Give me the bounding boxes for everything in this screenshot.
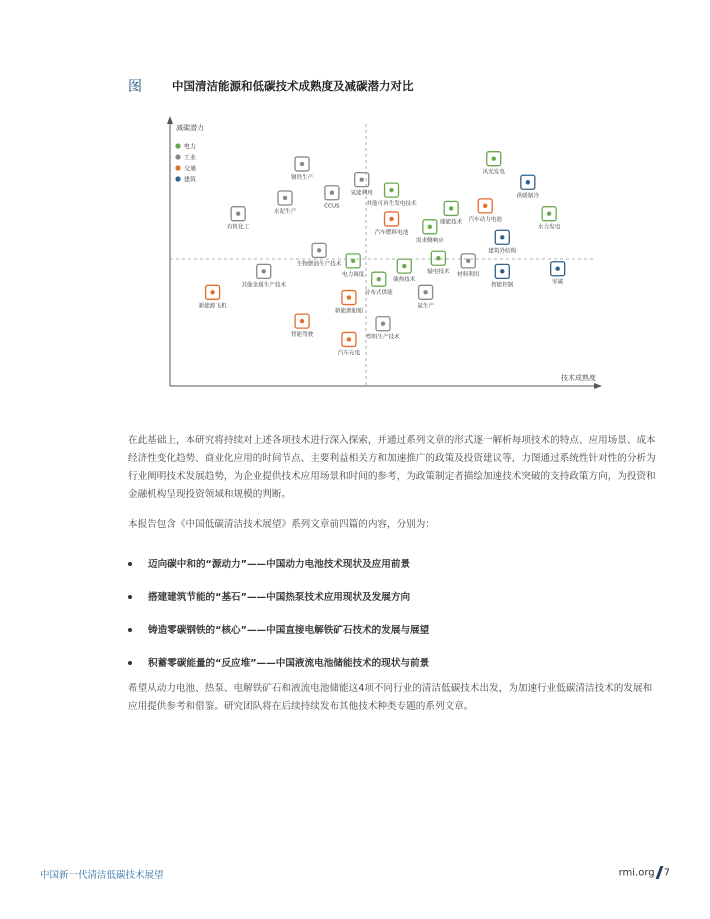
tech-icon-dot bbox=[402, 264, 406, 268]
tech-label: 汽车动力电池 bbox=[468, 216, 503, 223]
tech-icon-dot bbox=[423, 290, 427, 294]
tech-icon-dot bbox=[428, 225, 432, 229]
tech-icon-dot bbox=[381, 322, 385, 326]
tech-point bbox=[393, 259, 416, 283]
tech-icon-dot bbox=[347, 295, 351, 299]
tech-icon-dot bbox=[210, 290, 214, 294]
tech-label: 输电技术 bbox=[427, 269, 450, 276]
tech-icon-dot bbox=[483, 204, 487, 208]
tech-icon-dot bbox=[347, 337, 351, 341]
legend-label: 电力 bbox=[184, 143, 197, 151]
bullet-text: 铸造零碳钢铁的“核心”——中国直接电解铁矿石技术的发展与展望 bbox=[148, 625, 430, 636]
tech-icon-dot bbox=[492, 156, 496, 160]
tech-icon-dot bbox=[351, 259, 355, 263]
tech-point bbox=[491, 264, 514, 288]
chart-legend bbox=[175, 143, 196, 184]
tech-point bbox=[488, 230, 516, 254]
series-intro-paragraph: 本报告包含《中国低碳清洁技术展望》系列文章前四篇的内容，分别为： bbox=[128, 519, 435, 530]
tech-label: 供暖制冷 bbox=[516, 193, 540, 200]
tech-icon-dot bbox=[330, 191, 334, 195]
tech-label: 材料利用 bbox=[457, 271, 480, 278]
page-number: 7 bbox=[663, 867, 670, 879]
legend-label: 建筑 bbox=[184, 176, 197, 184]
tech-label: 智能控制 bbox=[491, 282, 514, 289]
tech-point bbox=[338, 332, 361, 356]
tech-icon-dot bbox=[500, 235, 504, 239]
tech-label: 其他可再生发电技术 bbox=[366, 201, 417, 208]
tech-label: 新能源船舶 bbox=[334, 308, 363, 315]
tech-label: 钢铁生产 bbox=[290, 174, 314, 181]
tech-icon-dot bbox=[555, 267, 559, 271]
tech-icon-dot bbox=[300, 162, 304, 166]
tech-icon-dot bbox=[547, 212, 551, 216]
tech-label: 储热技术 bbox=[393, 277, 416, 284]
tech-point bbox=[457, 254, 480, 278]
bullet-dot bbox=[128, 595, 132, 599]
tech-icon-dot bbox=[466, 259, 470, 263]
tech-icon-dot bbox=[436, 256, 440, 260]
figure-title: 中国清洁能源和低碳技术成熟度及减碳潜力对比 bbox=[172, 79, 414, 93]
tech-point bbox=[297, 243, 342, 267]
tech-point bbox=[291, 157, 314, 181]
legend-marker bbox=[175, 176, 180, 181]
legend-marker bbox=[175, 154, 180, 159]
tech-icon-dot bbox=[262, 269, 266, 273]
tech-icon-dot bbox=[500, 269, 504, 273]
tech-point bbox=[375, 212, 409, 236]
tech-point bbox=[517, 175, 540, 199]
bullet-text: 积蓄零碳能量的“反应堆”——中国液流电池储能技术的现状与前景 bbox=[148, 658, 430, 669]
footer-page-info bbox=[619, 866, 670, 879]
tech-label: 储能技术 bbox=[439, 219, 463, 226]
legend-label: 交通 bbox=[184, 165, 197, 173]
x-axis-label: 技术成熟度 bbox=[561, 374, 596, 382]
tech-point bbox=[365, 272, 393, 296]
tech-label: 新能源飞机 bbox=[198, 303, 227, 310]
tech-label: 建筑外结构 bbox=[488, 248, 517, 255]
legend-label: 工业 bbox=[184, 154, 197, 162]
bullet-dot bbox=[128, 661, 132, 665]
bullet-text: 搭建建筑节能的“基石”——中国热泵技术应用现状及发展方向 bbox=[148, 592, 411, 603]
tech-icon-dot bbox=[389, 217, 393, 221]
tech-label: 零碳 bbox=[552, 279, 564, 286]
tech-label: 智能驾驶 bbox=[290, 332, 314, 339]
tech-point bbox=[366, 183, 417, 207]
legend-marker bbox=[175, 165, 180, 170]
tech-point bbox=[417, 285, 434, 309]
maturity-potential-chart bbox=[150, 112, 610, 404]
tech-point bbox=[468, 199, 502, 223]
chart-points bbox=[199, 152, 565, 357]
tech-label: 其他金属生产技术 bbox=[241, 282, 287, 289]
tech-label: 分布式供能 bbox=[364, 290, 393, 297]
tech-icon-dot bbox=[236, 212, 240, 216]
closing-paragraph: 希望从动力电池、热泵、电解铁矿石和液流电池储能这4项不同行业的清洁低碳技术出发，为加速行业低碳清洁技术的发展和应用提供参考和借鉴。研究团队将在后续持续发布其他技术种类专题的系列文章。 bbox=[128, 683, 653, 712]
tech-point bbox=[199, 285, 227, 309]
tech-point bbox=[335, 291, 363, 315]
tech-label: CCUS bbox=[324, 203, 340, 210]
tech-point bbox=[551, 262, 565, 286]
tech-label: 电力调度 bbox=[341, 271, 365, 278]
bullet-dot bbox=[128, 562, 132, 566]
footer-site-link[interactable]: rmi.org bbox=[618, 867, 655, 879]
tech-label: 水力发电 bbox=[537, 224, 561, 231]
tech-label: 塑料生产技术 bbox=[366, 334, 400, 341]
legend-marker bbox=[175, 143, 180, 148]
tech-label: 有机化工 bbox=[226, 224, 250, 231]
tech-point bbox=[342, 254, 365, 278]
tech-point bbox=[241, 264, 286, 288]
x-axis-arrow bbox=[594, 383, 602, 389]
tech-icon-dot bbox=[389, 188, 393, 192]
y-axis-label: 减碳潜力 bbox=[176, 124, 204, 132]
tech-point bbox=[227, 207, 250, 231]
tech-label: 风光发电 bbox=[482, 169, 505, 176]
tech-icon-dot bbox=[449, 206, 453, 210]
intro-paragraph: 在此基础上，本研究将持续对上述各项技术进行深入探索，并通过系列文章的形式逐一解析每项技术的特点、应用场景、成本经济性变化趋势、商业化应用的时间节点、主要利益相关方和加速推广的政策及投资建议等，力图通过系统性针对性的分析为行业阐明技术发展趋势，为企业提供技术应用场景和时间的参考，为政策制定者描绘加速技术突破的支持政策方向，为投资和金融机构呈现投资领域和规模的判断。 bbox=[128, 435, 656, 500]
tech-label: 氨生产 bbox=[417, 303, 434, 310]
tech-label: 氢能利用 bbox=[350, 190, 373, 197]
tech-label: 水泥生产 bbox=[273, 208, 297, 215]
tech-point bbox=[483, 152, 506, 176]
tech-label: 需求侧响应 bbox=[415, 237, 444, 244]
tech-label: 汽车充电 bbox=[337, 350, 361, 357]
bullet-text: 迈向碳中和的“源动力”——中国动力电池技术现状及应用前景 bbox=[148, 559, 411, 570]
tech-point bbox=[291, 314, 314, 338]
tech-point bbox=[351, 173, 374, 197]
tech-point bbox=[427, 251, 450, 275]
y-axis-arrow bbox=[167, 116, 173, 124]
footer-report-title: 中国新一代清洁低碳技术展望 bbox=[40, 870, 164, 881]
tech-point bbox=[274, 191, 297, 215]
tech-icon-dot bbox=[526, 180, 530, 184]
tech-label: 汽车燃料电池 bbox=[374, 229, 409, 236]
tech-point bbox=[324, 186, 340, 210]
bullet-dot bbox=[128, 628, 132, 632]
tech-point bbox=[440, 201, 463, 225]
tech-icon-dot bbox=[377, 277, 381, 281]
figure-label: 图 bbox=[128, 79, 142, 95]
footer-slash-icon bbox=[655, 866, 663, 879]
tech-point bbox=[366, 317, 400, 341]
tech-icon-dot bbox=[283, 196, 287, 200]
tech-icon-dot bbox=[360, 177, 364, 181]
tech-point bbox=[538, 207, 561, 231]
tech-icon-dot bbox=[317, 248, 321, 252]
tech-icon-dot bbox=[300, 319, 304, 323]
tech-label: 生物燃油生产技术 bbox=[296, 261, 342, 268]
